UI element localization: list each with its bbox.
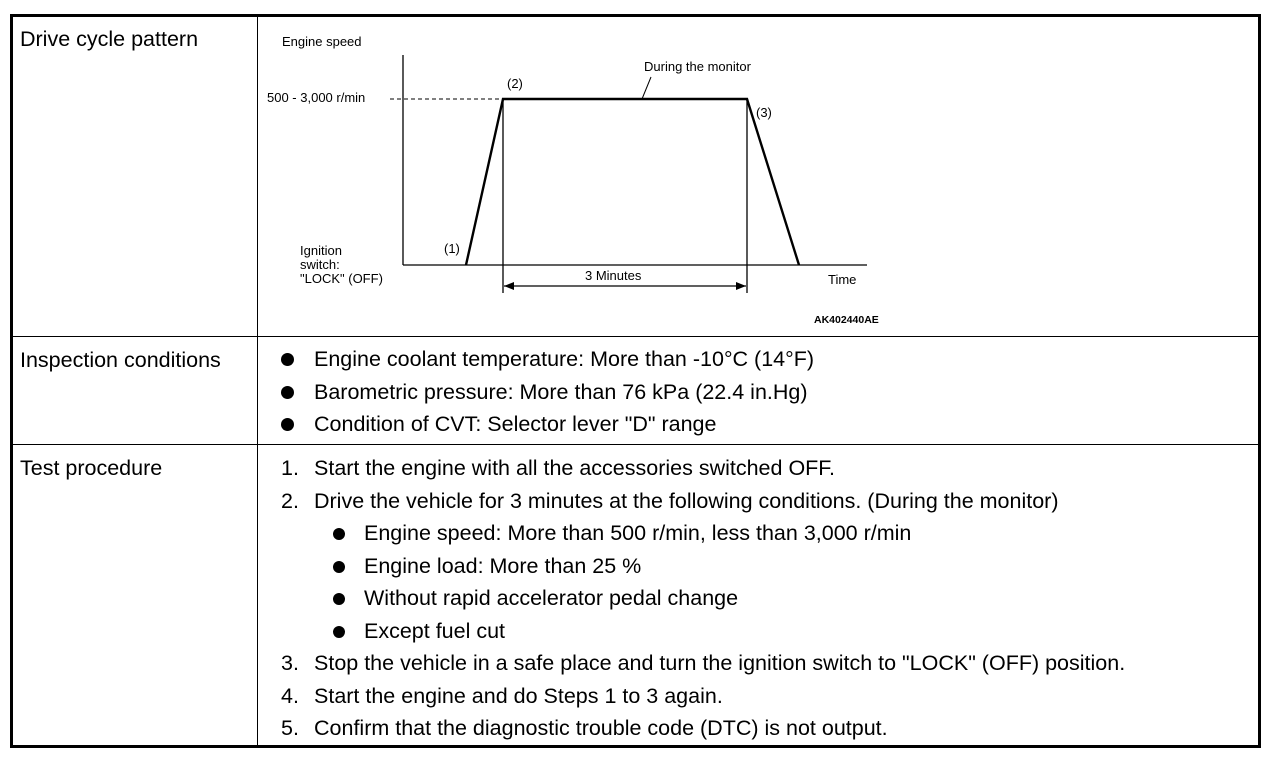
inspection-conditions-list (281, 343, 814, 441)
list-item: Engine coolant temperature: More than -10°C (14°F) (281, 343, 814, 376)
bullet-icon (333, 561, 345, 573)
step-3: 3. Stop the vehicle in a safe place and turn the ignition switch to "LOCK" (OFF) position. (281, 651, 1126, 675)
step-2: 2. Drive the vehicle for 3 minutes at the following conditions. (During the monitor) (281, 488, 1059, 513)
bullet-icon (333, 528, 345, 540)
step-2-conditions-list (281, 517, 911, 647)
list-item: Except fuel cut (281, 615, 911, 648)
step-4: 4. Start the engine and do Steps 1 to 3 again. (281, 683, 723, 708)
point-2-label: (2) (507, 76, 523, 91)
step-5: 5. Confirm that the diagnostic trouble code (DTC) is not output. (281, 716, 888, 740)
speed-profile-line (466, 99, 799, 265)
row-divider (13, 444, 1258, 445)
test-procedure-label: Test procedure (20, 456, 163, 480)
row-divider (13, 336, 1258, 337)
monitor-label: During the monitor (644, 59, 751, 74)
drive-cycle-label: Drive cycle pattern (20, 27, 199, 51)
test-procedure-list (281, 452, 1059, 517)
point-1-label: (1) (444, 241, 460, 256)
bullet-icon (281, 353, 294, 366)
step-1: 1. Start the engine with all the accessories switched OFF. (281, 456, 836, 480)
inspection-table (10, 14, 1261, 748)
inspection-conditions-label: Inspection conditions (20, 348, 221, 372)
point-3-label: (3) (756, 105, 772, 120)
engine-speed-axis-label: Engine speed (282, 34, 362, 49)
list-item: Without rapid accelerator pedal change (281, 582, 911, 615)
time-axis-label: Time (828, 272, 857, 287)
bullet-icon (333, 593, 345, 605)
list-item: Barometric pressure: More than 76 kPa (22.4 in.Hg) (281, 376, 814, 409)
figure-code: AK402440AE (814, 314, 879, 326)
duration-label: 3 Minutes (585, 268, 642, 283)
list-item: Engine load: More than 25 % (281, 550, 911, 583)
drive-cycle-diagram (258, 17, 898, 335)
monitor-leader-line (642, 77, 651, 99)
duration-arrow-right-head (736, 282, 746, 290)
ignition-label-line1: Ignition (300, 243, 342, 258)
test-procedure-list-continued (281, 647, 1125, 745)
speed-range-label: 500 - 3,000 r/min (267, 90, 366, 105)
bullet-icon (281, 418, 294, 431)
list-item: Engine speed: More than 500 r/min, less than 3,000 r/min (281, 517, 911, 550)
bullet-icon (333, 626, 345, 638)
ignition-label-line2: switch: (300, 257, 340, 272)
duration-arrow-left-head (504, 282, 514, 290)
bullet-icon (281, 386, 294, 399)
ignition-label-line3: "LOCK" (OFF) (300, 271, 383, 286)
list-item: Condition of CVT: Selector lever "D" range (281, 408, 814, 441)
